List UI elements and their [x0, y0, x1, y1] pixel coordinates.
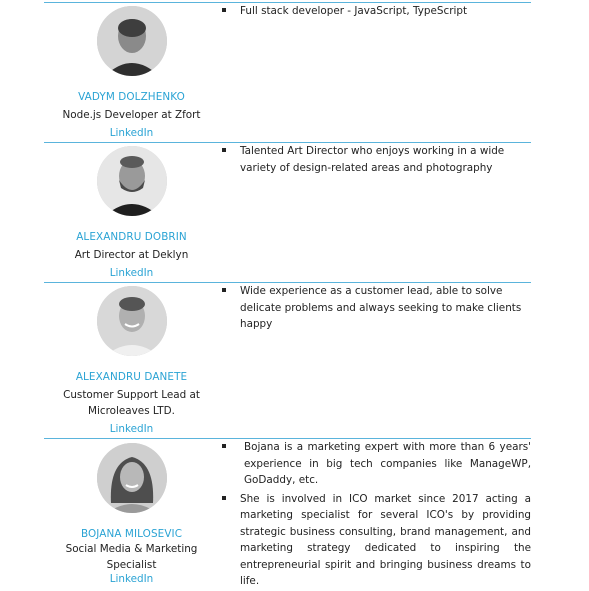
bio-item: Bojana is a marketing expert with more than 6 years' experience in big tech companies like ManageWP, GoDaddy, etc. [220, 439, 531, 489]
team-row-4 [44, 438, 531, 591]
person-role: Node.js Developer at Zfort [62, 109, 201, 121]
avatar [97, 286, 167, 356]
linkedin-link[interactable]: LinkedIn [109, 267, 154, 279]
person-name: ALEXANDRU DOBRIN [76, 231, 187, 243]
person-card [44, 443, 219, 585]
person-name: BOJANA MILOSEVIC [80, 528, 183, 540]
bio-item: Talented Art Director who enjoys working in a wide variety of design-related areas and photography [220, 143, 531, 176]
linkedin-link[interactable]: LinkedIn [109, 573, 154, 585]
bio-list [220, 439, 531, 590]
linkedin-link[interactable]: LinkedIn [109, 127, 154, 139]
team-row-3 [44, 282, 531, 437]
person-name: VADYM DOLZHENKO [78, 91, 185, 103]
bio-item: Full stack developer - JavaScript, TypeScript [220, 3, 531, 20]
person-card [44, 286, 219, 435]
avatar [97, 6, 167, 76]
person-role: Social Media & Marketing Specialist [65, 543, 198, 571]
team-row-2 [44, 142, 531, 281]
bio-item: She is involved in ICO market since 2017 acting a marketing specialist for several ICO's by providing strategic business consulting, brand management, and marketing strategy dedicated to inspiring the entrepreneurial spirit and bringing business dreams to life. [220, 491, 531, 590]
avatar [97, 443, 167, 513]
avatar [97, 146, 167, 216]
person-role: Customer Support Lead at Microleaves LTD. [63, 389, 200, 417]
person-card [44, 6, 219, 139]
person-card [44, 146, 219, 279]
person-name: ALEXANDRU DANETE [75, 371, 188, 383]
bio-list [220, 3, 531, 20]
bio-list [220, 283, 531, 333]
person-role: Art Director at Deklyn [74, 249, 189, 261]
bio-item: Wide experience as a customer lead, able to solve delicate problems and always seeking to make clients happy [220, 283, 531, 333]
bio-list [220, 143, 531, 176]
team-row-1 [44, 2, 531, 141]
linkedin-link[interactable]: LinkedIn [109, 423, 154, 435]
